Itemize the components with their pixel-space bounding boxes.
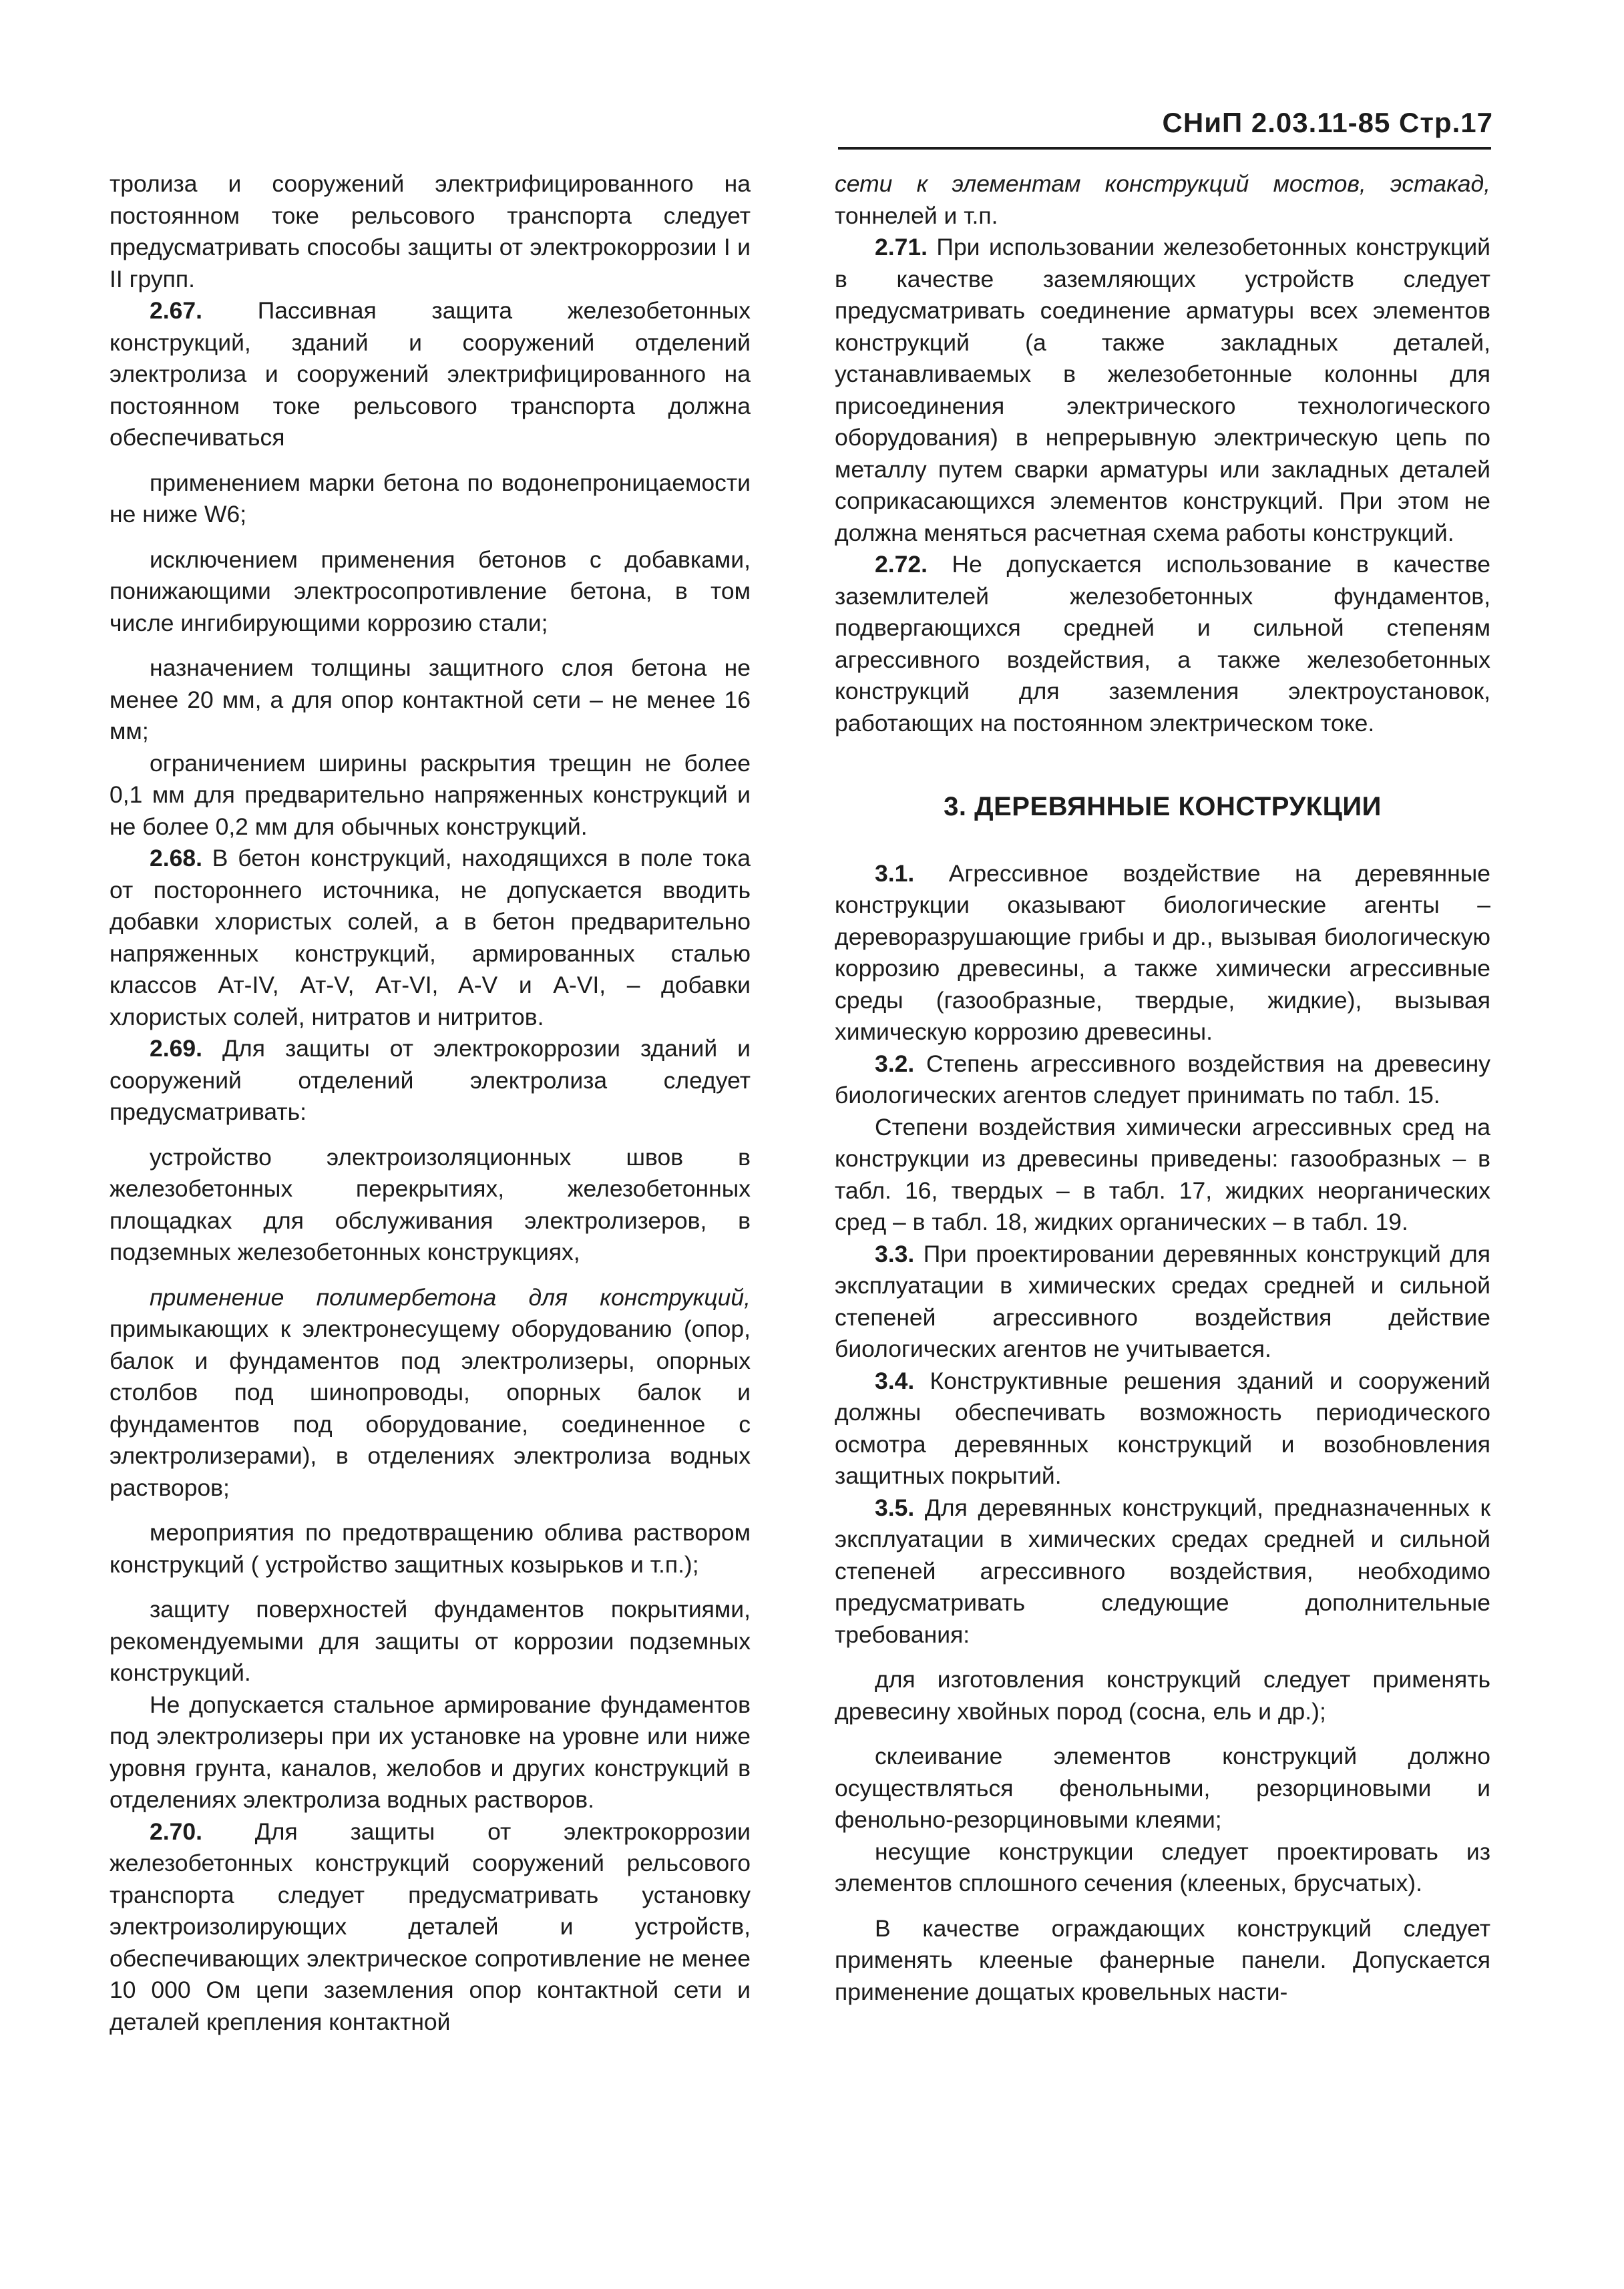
list-item: склеивание элементов конструкций должно осуществляться фенольными, резорциновыми и фенольно-резорциновыми клеями; [835, 1743, 1490, 1833]
header-rule [838, 147, 1491, 150]
clause-2-69 [110, 1033, 751, 1128]
clause-3-4 [835, 1366, 1490, 1492]
paragraph: В качестве ограждающих конструкций следует применять клееные фанерные панели. Допускается применение дощатых кровельных насти- [835, 1914, 1490, 2005]
clause-2-70 [110, 1816, 751, 2039]
list-item: ограничением ширины раскрытия трещин не более 0,1 мм для предварительно напряженных конструкций и не более 0,2 мм для обычных конструкций. [110, 749, 751, 840]
clause-3-5 [835, 1492, 1490, 1651]
clause-text: При проектировании деревянных конструкций для эксплуатации в химических средах средней и сильной степеней агрессивного воздействия действие биологических агентов не учитывается. [835, 1240, 1490, 1362]
paragraph [835, 168, 1490, 232]
clause-3-2 [835, 1048, 1490, 1112]
clause-text: Пассивная защита железобетонных конструкций, зданий и сооружений отделений электролиза и сооружений электрифицированного на постоянном токе рельсового транспорта должна обеспечиваться [110, 297, 751, 451]
list-item-text: примыкающих к электронесущему оборудованию (опор, балок и фундаментов под электролизеры, опорных столбов под шинопроводы, опорных балок и фундаментов под оборудование, соединенное с электролизерами), в отделениях электролиза водных растворов; [110, 1315, 751, 1501]
clause-number: 2.71. [875, 234, 928, 260]
clause-text: Конструктивные решения зданий и сооружений должны обеспечивать возможность периодического осмотра деревянных конструкций и возобновления защитных покрытий. [835, 1367, 1490, 1489]
list-item: исключением применения бетонов с добавками, понижающими электросопротивление бетона, в том числе ингибирующими коррозию стали; [110, 546, 751, 636]
clause-text: Для защиты от электрокоррозии железобетонных конструкций сооружений рельсового транспорта следует предусматривать установку электроизолирующих деталей и устройств, обеспечивающих электрическое сопротивление не менее 10 000 Ом цепи заземления опор контактной сети и деталей крепления контактной [110, 1818, 751, 2035]
clause-number: 2.67. [150, 297, 202, 324]
clause-text: При использовании железобетонных конструкций в качестве заземляющих устройств следует предусматривать соединение арматуры всех элементов конструкций (а также закладных деталей, устанавливаемых в железобетонные колонны для присоединения электрического технологического оборудования) в непрерывную электрическую цепь по металлу путем сварки арматуры или закладных деталей соприкасающихся элементов конструкций. При этом не должна меняться расчетная схема работы конструкций. [835, 234, 1490, 546]
clause-number: 3.4. [875, 1367, 915, 1394]
list-item: устройство электроизоляционных швов в железобетонных перекрытиях, железобетонных площадках для обслуживания электролизеров, в подземных железобетонных конструкциях, [110, 1143, 751, 1265]
clause-number: 2.70. [150, 1818, 202, 1845]
left-column [110, 168, 751, 2038]
clause-2-68 [110, 843, 751, 1033]
paragraph: Не допускается стальное армирование фундаментов под электролизеры при их установке на уровне или ниже уровня грунта, каналов, желобов и других конструкций в отделениях электролиза водных растворов. [110, 1691, 751, 1813]
clause-number: 3.2. [875, 1050, 915, 1077]
list-item: несущие конструкции следует проектировать из элементов сплошного сечения (клееных, брусчатых). [835, 1838, 1490, 1896]
list-item: для изготовления конструкций следует применять древесину хвойных пород (сосна, ель и др.); [835, 1666, 1490, 1725]
clause-text: Агрессивное воздействие на деревянные конструкции оказывают биологические агенты – дереворазрушающие грибы и др., вызывая биологическую коррозию древесины, а также химически агрессивные среды (газообразные, твердые, жидкие), вызывая химическую коррозию древесины. [835, 859, 1490, 1045]
clause-number: 3.5. [875, 1494, 915, 1521]
paragraph-text: тоннелей и т.п. [835, 202, 998, 229]
section-title: 3. ДЕРЕВЯННЫЕ КОНСТРУКЦИИ [944, 792, 1382, 821]
list-item: мероприятия по предотвращению облива раствором конструкций ( устройство защитных козырьков и т.п.); [110, 1519, 751, 1578]
clause-text: Для защиты от электрокоррозии зданий и сооружений отделений электролиза следует предусматривать: [110, 1035, 751, 1125]
clause-number: 3.3. [875, 1240, 915, 1267]
list-item: назначением толщины защитного слоя бетона не менее 20 мм, а для опор контактной сети – не менее 16 мм; [110, 654, 751, 745]
italic-text: применение полимербетона для конструкций, [150, 1283, 751, 1311]
list-item [110, 1282, 751, 1504]
clause-number: 3.1. [875, 859, 915, 887]
clause-text: Для деревянных конструкций, предназначенных к эксплуатации в химических средах средней и сильной степеней агрессивного воздействия, необходимо предусматривать следующие дополнительные требования: [835, 1494, 1490, 1648]
clause-number: 2.69. [150, 1035, 202, 1062]
italic-text: сети к элементам конструкций мостов, эстакад, [835, 170, 1490, 197]
clause-text: Степень агрессивного воздействия на древесину биологических агентов следует принимать по табл. 15. [835, 1050, 1490, 1108]
clause-3-3 [835, 1239, 1490, 1366]
list-item: защиту поверхностей фундаментов покрытиями, рекомендуемыми для защиты от коррозии подземных конструкций. [110, 1596, 751, 1686]
paragraph: тролиза и сооружений электрифицированного на постоянном токе рельсового транспорта следует предусматривать способы защиты от электрокоррозии I и II групп. [110, 170, 751, 292]
clause-2-72 [835, 549, 1490, 739]
clause-number: 2.72. [875, 551, 928, 578]
clause-text: Не допускается использование в качестве заземлителей железобетонных фундаментов, подвергающихся средней и сильной степеням агрессивного воздействия, а также железобетонных конструкций для заземления электроустановок, работающих на постоянном электрическом токе. [835, 551, 1490, 737]
clause-2-67 [110, 295, 751, 454]
clause-text: В бетон конструкций, находящихся в поле тока от постороннего источника, не допускается вводить добавки хлористых солей, а в бетон предварительно напряженных конструкций, армированных сталью классов Ат-IV, Ат-V, Ат-VI, A-V и A-VI, – добавки хлористых солей, нитратов и нитритов. [110, 845, 751, 1030]
list-item: применением марки бетона по водонепроницаемости не ниже W6; [110, 469, 751, 528]
clause-2-71 [835, 232, 1490, 549]
clause-number: 2.68. [150, 845, 202, 871]
paragraph: Степени воздействия химически агрессивных сред на конструкции из древесины приведены: газообразных – в табл. 16, твердых – в табл. 17, жидких неорганических сред – в табл. 18, жидких органических – в табл. 19. [835, 1113, 1490, 1235]
page-header: СНиП 2.03.11-85 Стр.17 [1162, 107, 1493, 138]
right-column [835, 168, 1490, 2008]
clause-3-1 [835, 858, 1490, 1048]
